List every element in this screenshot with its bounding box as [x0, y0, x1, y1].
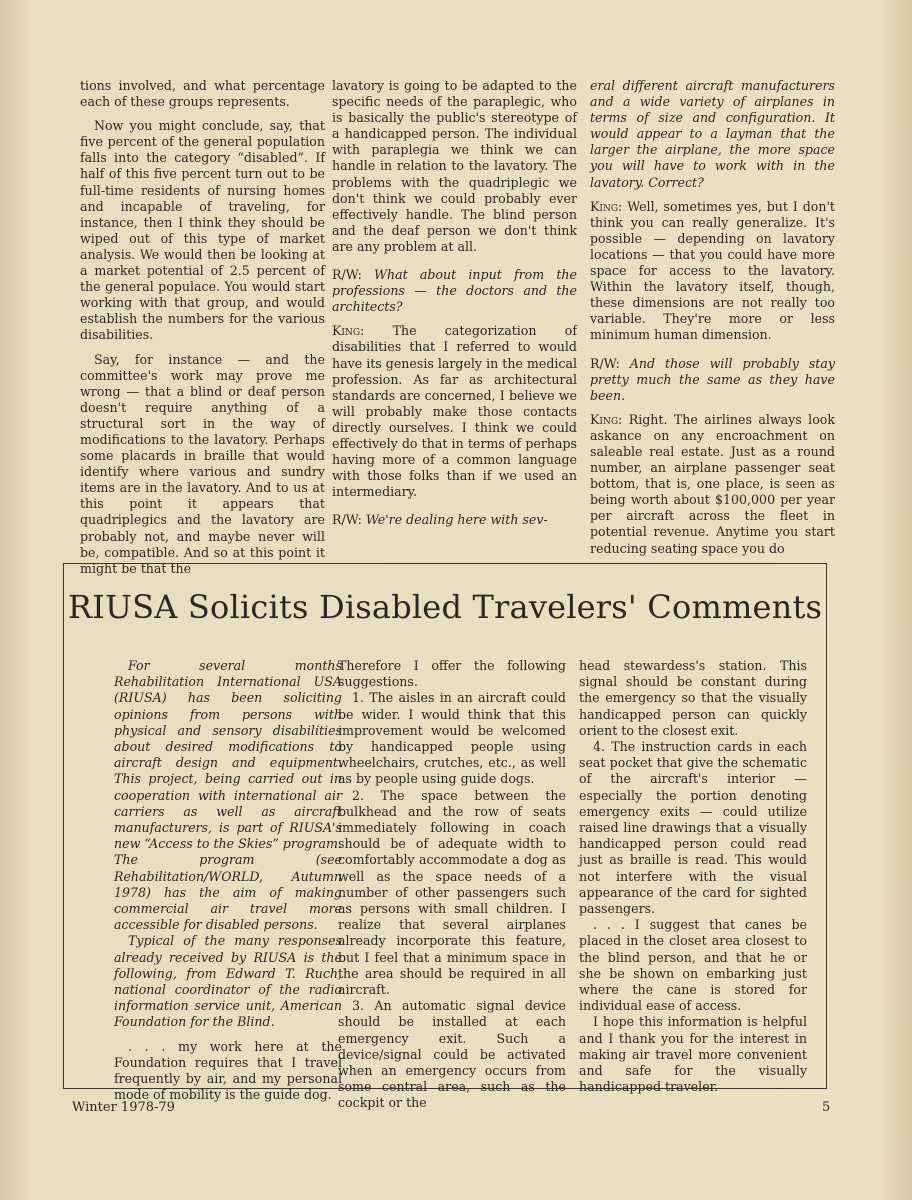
issue-date: Winter 1978-79 — [72, 1100, 175, 1115]
interviewer-question — [332, 512, 577, 528]
article-column-3 — [590, 78, 835, 565]
interviewer-question — [332, 267, 577, 315]
paragraph: Say, for instance — and the committee's work may prove me wrong — that a blind or deaf person doesn't require anything of a structural sort in the way of modifications to the lavatory. Perhaps some placards in braille that would identify where various and sundry items are in the lavatory. And to us at this point it appears that quadriplegics and the lavatory are probably not, and maybe never will be, compatible. And so at this point it might be that the — [80, 351, 325, 576]
speaker-label: King: — [332, 323, 365, 339]
speaker-label: King: — [590, 411, 623, 427]
suggestion-item: 2. The space between the bulkhead and the row of seats immediately following in coach should be of adequate width to comfortably accommodate a dog as well as the space needs of a number of other passengers such as persons with small children. I realize that several airplanes already incorporate this feature, but I feel that a minimum space in the area should be required in all aircraft. — [338, 787, 566, 998]
intro-paragraph: Typical of the many responses already received by RIUSA is the following, from Edward T. Ruch, national coordinator of the radio information service unit, American Foundation for the Blind. — [114, 933, 342, 1030]
answer-text: The categorization of disabilities that I referred to would have its genesis largely in the medical profession. As far as architectural standards are concerned, I believe we will probably make those contacts directly ourselves. I think we could effectively do that in terms of perhaps having more of a common language with those folks than if we used an intermediary. — [332, 323, 577, 500]
letter-paragraph: . . . my work here at the Foundation requires that I travel frequently by air, and my personal mode of mobility is the guide dog. — [114, 1038, 342, 1103]
speaker-label: R/W: — [332, 512, 362, 528]
answer — [590, 412, 835, 557]
interviewer-question — [590, 356, 835, 404]
speaker-label: King: — [590, 198, 623, 214]
letter-paragraph: . . . I suggest that canes be placed in the closet area closest to the blind person, and that he or she be shown on embarking just where the cane is stored for individual ease of access. — [579, 917, 807, 1014]
sidebar-column-1 — [114, 658, 342, 1103]
suggestion-item: 4. The instruction cards in each seat pocket that give the schematic of the aircraft's interior — especially the portion denoting emergency exits — could utilize raised line drawings that a visually handicapped person could read just as braille is read. This would not interfere with the visual appearance of the card for sighted passengers. — [579, 739, 807, 917]
sidebar-title: RIUSA Solicits Disabled Travelers' Comments — [67, 588, 823, 626]
answer-text: Well, sometimes yes, but I don't think you can really generalize. It's possible — depending on lavatory locations — that you could have more space for access to the lavatory. Within the lavatory itself, though, these dimensions are not really too variable. They're more or less minimum human dimension. — [590, 198, 835, 343]
suggestion-item: 1. The aisles in an aircraft could be wider. I would think that this improvement would be welcomed by handicapped people using wheelchairs, crutches, etc., as well as by people using guide dogs. — [338, 690, 566, 787]
answer — [590, 199, 835, 344]
article-column-2 — [332, 78, 577, 536]
article-column-1 — [80, 78, 325, 585]
paragraph: Now you might conclude, say, that five percent of the general population falls into the category “disabled”. If half of this five percent turn out to be full-time residents of nursing homes and incapable of traveling, for instance, then I think they should be wiped out of this type of market analysis. We would then be looking at a market potential of 2.5 percent of the general populace. You would start working with that group, and would establish the numbers for the various disabilities. — [80, 118, 325, 343]
answer-text: Right. The airlines always look askance on any encroachment on saleable real estate. Just as a round number, an airplane passenger seat bottom, that is, one place, is seen as being worth about $100,000 per year per aircraft across the fleet in potential revenue. Anytime you start reducing seating space you do — [590, 411, 835, 556]
answer — [332, 323, 577, 500]
paragraph: lavatory is going to be adapted to the specific needs of the paraplegic, who is basically the public's stereotype of a handicapped person. The individual with paraplegia we think we can handle in relation to the lavatory. The problems with the quadriplegic we don't think we could probably ever effectively handle. The blind person and the deaf person we don't think are any problem at all. — [332, 78, 577, 254]
suggestion-item: 3. An automatic signal device should be installed at each emergency exit. Such a device/signal could be activated when an emergency occurs from some central area, such as the cockpit or the — [338, 998, 566, 1111]
sidebar-column-3 — [579, 658, 807, 1095]
question-continuation: eral different aircraft manufacturers and a wide variety of airplanes in terms of size and configuration. It would appear to a layman that the larger the airplane, the more space you will have to work with in the lavatory. Correct? — [590, 78, 835, 190]
question-text: What about input from the professions — the doctors and the architects? — [332, 267, 577, 315]
question-text: We're dealing here with sev- — [365, 512, 548, 528]
letter-paragraph: Therefore I offer the following suggestions. — [338, 658, 566, 690]
question-text: And those will probably stay pretty much the same as they have been. — [590, 355, 835, 403]
speaker-label: R/W: — [590, 355, 620, 371]
page-number: 5 — [822, 1100, 831, 1115]
sidebar-column-2 — [338, 658, 566, 1112]
letter-paragraph: I hope this information is helpful and I thank you for the interest in making air travel more convenient and safe for the visually handicapped traveler. — [579, 1014, 807, 1095]
paragraph: tions involved, and what percentage each of these groups represents. — [80, 78, 325, 110]
speaker-label: R/W: — [332, 267, 362, 283]
intro-paragraph: For several months Rehabilitation International USA (RIUSA) has been soliciting opinions from persons with physical and sensory disabilities about desired modifications to aircraft design and equipment. This project, being carried out in cooperation with international air carriers as well as aircraft manufacturers, is part of RIUSA's new “Access to the Skies” program. The program (see Rehabilitation/WORLD, Autumn 1978) has the aim of making commercial air travel more accessible for disabled persons. — [114, 658, 342, 933]
letter-paragraph: head stewardess's station. This signal should be constant during the emergency so that the visually handicapped person can quickly orient to the closest exit. — [579, 658, 807, 738]
